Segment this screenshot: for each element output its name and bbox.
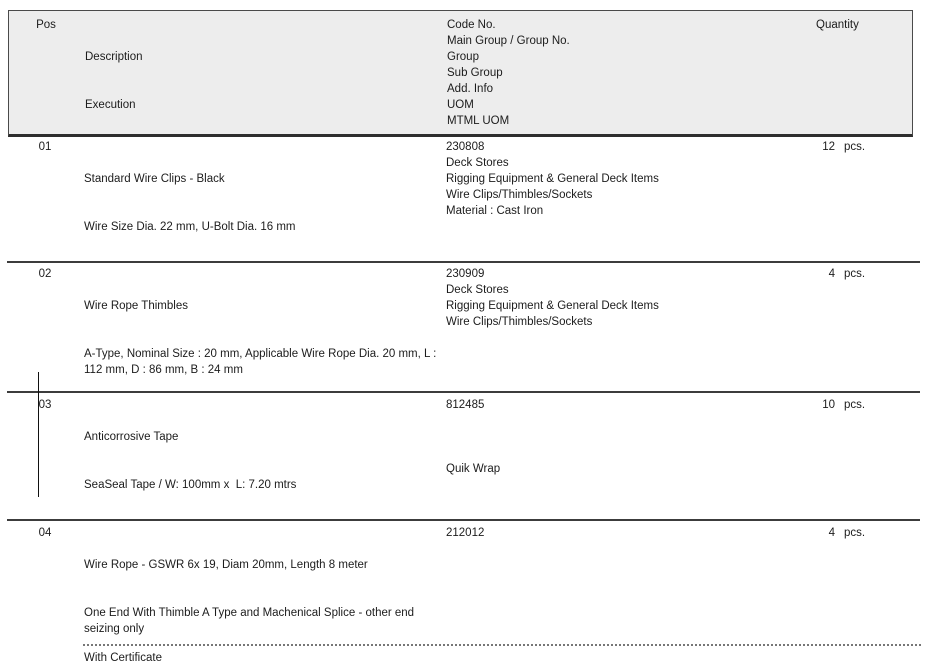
row-quantity: 12 (822, 141, 835, 153)
table-row (0, 139, 925, 259)
row-sub-group: Wire Clips/Thimbles/Sockets (446, 189, 593, 201)
row-sub-group (446, 573, 776, 589)
header-pos-label: Pos (36, 19, 56, 31)
row-quantity: 4 (828, 527, 835, 539)
row-sub-group: Wire Clips/Thimbles/Sockets (446, 316, 593, 328)
row-group (446, 557, 776, 573)
row-add-info (446, 589, 776, 605)
row-description: Wire Rope - GSWR 6x 19, Diam 20mm, Length 8 meter (84, 559, 368, 571)
header-uom: UOM (447, 99, 474, 111)
row-description-cell (84, 397, 440, 525)
row-code-cell (446, 397, 776, 477)
row-description: Anticorrosive Tape (84, 431, 179, 443)
row-description-cell (84, 139, 440, 267)
row-uom: pcs. (844, 399, 866, 411)
row-sub-group (446, 445, 776, 461)
table-row (0, 397, 925, 517)
row-code-cell (446, 139, 776, 219)
dotted-separator (83, 644, 921, 646)
row-main-group (446, 413, 776, 429)
row-uom: pcs. (844, 141, 866, 153)
row-code-cell (446, 266, 776, 346)
row-pos: 03 (38, 399, 52, 411)
row-description-cell (84, 525, 440, 669)
row-pos: 02 (38, 268, 52, 280)
row-separator (7, 391, 920, 393)
table-header (8, 10, 913, 137)
row-pos: 04 (38, 527, 52, 539)
row-group (446, 429, 776, 445)
row-main-group: Deck Stores (446, 284, 509, 296)
row-add-info: Material : Cast Iron (446, 205, 544, 217)
row-execution: A-Type, Nominal Size : 20 mm, Applicable Wire Rope Dia. 20 mm, L : 112 mm, D : 86 mm, B : 24 mm (84, 348, 440, 376)
header-description-line: Description (85, 51, 143, 63)
row-quantity: 10 (822, 399, 835, 411)
row-pos: 01 (38, 141, 52, 153)
row-code-cell (446, 525, 776, 605)
row-code-no: 212012 (446, 527, 485, 539)
header-add-info: Add. Info (447, 83, 494, 95)
row-uom: pcs. (844, 268, 866, 280)
row-execution: Wire Size Dia. 22 mm, U-Bolt Dia. 16 mm (84, 221, 296, 233)
row-code-no: 230808 (446, 141, 485, 153)
header-code-no: Code No. (447, 19, 496, 31)
row-group: Rigging Equipment & General Deck Items (446, 300, 659, 312)
row-separator (7, 519, 920, 521)
header-execution-line: Execution (85, 99, 136, 111)
row-execution: One End With Thimble A Type and Machenical Splice - other end seizing only (84, 607, 418, 635)
table-row (0, 266, 925, 386)
header-main-group: Main Group / Group No. (447, 35, 570, 47)
row-description-cell (84, 266, 440, 410)
row-description: Wire Rope Thimbles (84, 300, 188, 312)
row-group: Rigging Equipment & General Deck Items (446, 173, 659, 185)
row-code-no: 812485 (446, 399, 485, 411)
row-code-no: 230909 (446, 268, 485, 280)
row-note: With Certificate (84, 652, 162, 664)
row-add-info (446, 330, 776, 346)
header-mtml-uom: MTML UOM (447, 115, 510, 127)
row-description: Standard Wire Clips - Black (84, 173, 225, 185)
row-main-group (446, 541, 776, 557)
header-description-label (85, 17, 441, 145)
header-group: Group (447, 51, 479, 63)
header-sub-group: Sub Group (447, 67, 503, 79)
header-quantity-label: Quantity (816, 19, 859, 31)
row-execution: SeaSeal Tape / W: 100mm x L: 7.20 mtrs (84, 479, 297, 491)
row-quantity: 4 (828, 268, 835, 280)
row-uom: pcs. (844, 527, 866, 539)
row-main-group: Deck Stores (446, 157, 509, 169)
row-add-info: Quik Wrap (446, 463, 501, 475)
table-row (0, 525, 925, 645)
header-code-label (447, 17, 777, 129)
row-separator (7, 261, 920, 263)
